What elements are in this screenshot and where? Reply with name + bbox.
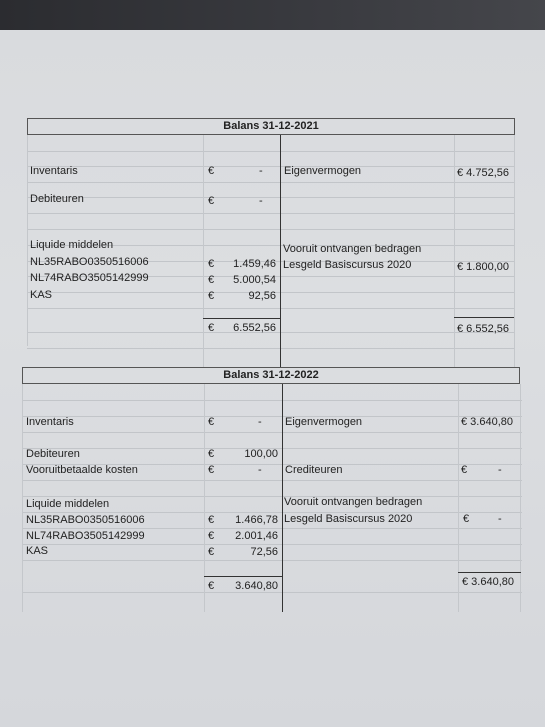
vooruitbetaald-amount: - (258, 464, 262, 476)
kas-label: KAS (30, 289, 53, 301)
grid-line (27, 151, 515, 152)
eigenvermogen-label: Eigenvermogen (284, 165, 362, 177)
debiteuren-currency: € (208, 195, 215, 207)
balance-sheet-2021 (27, 118, 515, 368)
grid-line (27, 348, 515, 349)
lesgeld-label: Lesgeld Basiscursus 2020 (283, 259, 412, 271)
total-left-currency: € (208, 322, 215, 334)
crediteuren-currency: € (461, 464, 468, 476)
vooruit-label: Vooruit ontvangen bedragen (283, 243, 422, 255)
nl74-currency: € (208, 274, 215, 286)
kas-amount: 92,56 (248, 290, 276, 302)
column-divider (282, 384, 283, 612)
lesgeld-label: Lesgeld Basiscursus 2020 (284, 513, 413, 525)
liquide-label: Liquide middelen (30, 239, 114, 251)
lesgeld-amount: - (498, 513, 502, 525)
grid-line (27, 308, 515, 309)
total-rule-left (203, 318, 280, 319)
balance-title-2021: Balans 31-12-2021 (27, 118, 515, 135)
nl35-amount: 1.466,78 (235, 514, 278, 526)
total-right-amount: € 6.552,56 (457, 323, 509, 335)
grid-vline (514, 135, 515, 368)
nl74-amount: 5.000,54 (233, 274, 276, 286)
lesgeld-amount: € 1.800,00 (457, 261, 509, 273)
total-rule-right (454, 317, 514, 318)
vooruitbetaald-currency: € (208, 464, 215, 476)
nl74-currency: € (208, 530, 215, 542)
grid-line (22, 480, 522, 481)
grid-line (27, 182, 515, 183)
inventaris-amount: - (259, 165, 263, 177)
nl74-amount: 2.001,46 (235, 530, 278, 542)
debiteuren-label: Debiteuren (30, 193, 84, 205)
kas-currency: € (208, 546, 215, 558)
background-top (0, 0, 545, 32)
debiteuren-amount: 100,00 (244, 448, 278, 460)
grid-line (27, 166, 515, 167)
crediteuren-amount: - (498, 464, 502, 476)
inventaris-label: Inventaris (30, 165, 78, 177)
vooruitbetaald-label: Vooruitbetaalde kosten (26, 464, 138, 476)
total-rule-right (458, 572, 521, 573)
kas-label: KAS (26, 545, 49, 557)
total-left-amount: 3.640,80 (235, 580, 278, 592)
nl74-label: NL74RABO3505142999 (26, 530, 145, 542)
grid-vline (22, 384, 23, 612)
grid-vline (204, 384, 205, 612)
total-left-currency: € (208, 580, 215, 592)
grid-line (27, 213, 515, 214)
eigenvermogen-amount: € 4.752,56 (457, 167, 509, 179)
inventaris-amount: - (258, 416, 262, 428)
column-divider (280, 135, 281, 368)
debiteuren-label: Debiteuren (26, 448, 80, 460)
grid-line (27, 197, 515, 198)
nl35-amount: 1.459,46 (233, 258, 276, 270)
balance-title-2022: Balans 31-12-2022 (22, 367, 520, 384)
grid-vline (27, 135, 28, 346)
paper-sheet (0, 30, 545, 727)
total-rule-left (204, 576, 282, 577)
grid-vline (458, 384, 459, 612)
liquide-label: Liquide middelen (26, 498, 110, 510)
inventaris-currency: € (208, 416, 215, 428)
grid-vline (520, 384, 521, 612)
nl74-label: NL74RABO3505142999 (30, 272, 149, 284)
kas-amount: 72,56 (250, 546, 278, 558)
total-right-amount: € 3.640,80 (462, 576, 514, 588)
grid-line (27, 229, 515, 230)
nl35-label: NL35RABO0350516006 (26, 514, 145, 526)
crediteuren-label: Crediteuren (285, 464, 343, 476)
balance-sheet-2022 (22, 367, 522, 612)
lesgeld-currency: € (463, 513, 470, 525)
nl35-label: NL35RABO0350516006 (30, 256, 149, 268)
debiteuren-amount: - (259, 195, 263, 207)
debiteuren-currency: € (208, 448, 215, 460)
nl35-currency: € (208, 514, 215, 526)
grid-vline (454, 135, 455, 368)
eigenvermogen-label: Eigenvermogen (285, 416, 363, 428)
inventaris-currency: € (208, 165, 215, 177)
inventaris-label: Inventaris (26, 416, 74, 428)
grid-line (22, 432, 522, 433)
grid-line (22, 416, 522, 417)
vooruit-label: Vooruit ontvangen bedragen (284, 496, 423, 508)
eigenvermogen-amount: € 3.640,80 (461, 416, 513, 428)
grid-vline (203, 135, 204, 368)
grid-line (22, 560, 522, 561)
grid-line (22, 400, 522, 401)
total-left-amount: 6.552,56 (233, 322, 276, 334)
nl35-currency: € (208, 258, 215, 270)
kas-currency: € (208, 290, 215, 302)
